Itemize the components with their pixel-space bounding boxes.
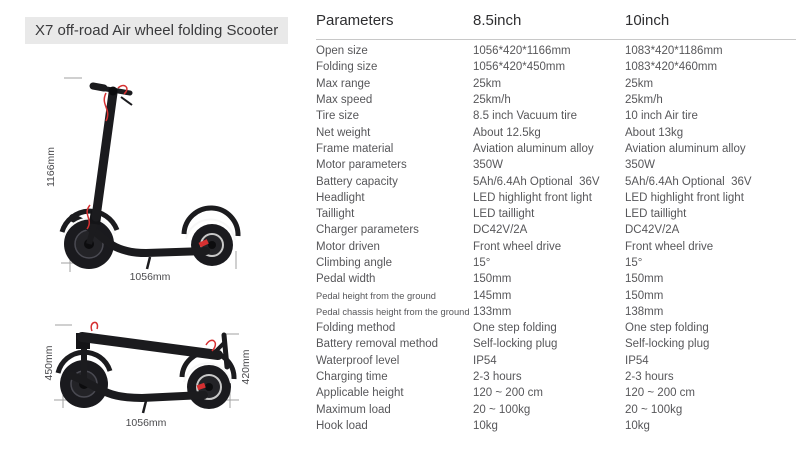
table-row xyxy=(316,287,796,303)
value-cell-10inch: 150mm xyxy=(625,289,664,302)
param-cell: Charging time xyxy=(316,371,388,384)
value-cell-8-5inch: DC42V/2A xyxy=(473,224,528,237)
table-row xyxy=(316,124,796,140)
value-cell-8-5inch: 20 ~ 100kg xyxy=(473,403,531,416)
value-cell-8-5inch: 25km/h xyxy=(473,94,511,107)
table-row xyxy=(316,385,796,401)
column-header-parameters: Parameters xyxy=(316,12,394,29)
param-cell: Open size xyxy=(316,45,368,58)
brake-lever xyxy=(121,97,132,105)
value-cell-10inch: 120 ~ 200 cm xyxy=(625,387,696,400)
value-cell-10inch: 1083*420*460mm xyxy=(625,61,718,74)
param-cell: Motor parameters xyxy=(316,159,407,172)
display xyxy=(109,87,118,96)
table-row xyxy=(316,336,796,352)
param-cell: Pedal width xyxy=(316,273,376,286)
table-row xyxy=(316,76,796,92)
table-row xyxy=(316,369,796,385)
table-row xyxy=(316,320,796,336)
scooter-folded-figure xyxy=(0,285,300,450)
kickstand xyxy=(143,401,146,413)
value-cell-8-5inch: Self-locking plug xyxy=(473,338,558,351)
value-cell-8-5inch: 350W xyxy=(473,159,504,172)
table-row xyxy=(316,141,796,157)
value-cell-10inch: LED highlight front light xyxy=(625,191,744,204)
table-row xyxy=(316,402,796,418)
table-row xyxy=(316,43,796,59)
param-cell: Charger parameters xyxy=(316,224,419,237)
folded-handlebar xyxy=(224,335,227,367)
param-cell: Waterproof level xyxy=(316,354,400,367)
folded-stem xyxy=(82,337,218,355)
stem xyxy=(96,93,113,217)
dimension-label-left-height: 450mm xyxy=(43,345,55,381)
value-cell-8-5inch: 2-3 hours xyxy=(473,371,522,384)
spec-table xyxy=(316,10,796,434)
param-cell: Taillight xyxy=(316,208,355,221)
value-cell-10inch: LED taillight xyxy=(625,208,687,221)
table-row xyxy=(316,418,796,434)
scooter-unfolded-image xyxy=(0,55,300,285)
product-title: X7 off-road Air wheel folding Scooter xyxy=(25,17,288,44)
value-cell-8-5inch: One step folding xyxy=(473,322,557,335)
value-cell-10inch: 20 ~ 100kg xyxy=(625,403,683,416)
param-cell: Motor driven xyxy=(316,240,380,253)
table-row xyxy=(316,271,796,287)
value-cell-8-5inch: 10kg xyxy=(473,419,498,432)
value-cell-10inch: Aviation aluminum alloy xyxy=(625,142,746,155)
spec-rows xyxy=(316,43,796,434)
table-row xyxy=(316,173,796,189)
value-cell-10inch: 25km/h xyxy=(625,94,663,107)
table-row xyxy=(316,239,796,255)
value-cell-10inch: Front wheel drive xyxy=(625,240,714,253)
value-cell-10inch: 2-3 hours xyxy=(625,371,674,384)
value-cell-10inch: 150mm xyxy=(625,273,664,286)
value-cell-10inch: 10 inch Air tire xyxy=(625,110,698,123)
table-row xyxy=(316,206,796,222)
value-cell-8-5inch: 120 ~ 200 cm xyxy=(473,387,544,400)
param-cell: Maximum load xyxy=(316,403,391,416)
kickstand xyxy=(147,257,150,269)
param-cell: Pedal chassis height from the ground xyxy=(316,306,470,317)
param-cell: Battery removal method xyxy=(316,338,439,351)
param-cell: Hook load xyxy=(316,419,368,432)
value-cell-10inch: 25km xyxy=(625,77,654,90)
rear-hub xyxy=(205,383,213,391)
table-row xyxy=(316,157,796,173)
table-row xyxy=(316,353,796,369)
value-cell-10inch: 350W xyxy=(625,159,656,172)
value-cell-8-5inch: Front wheel drive xyxy=(473,240,562,253)
column-header-8-5inch: 8.5inch xyxy=(473,12,522,29)
param-cell: Tire size xyxy=(316,110,360,123)
scooter-folded-image xyxy=(0,285,300,450)
rear-hub xyxy=(208,241,216,249)
param-cell: Pedal height from the ground xyxy=(316,290,436,301)
param-cell: Max range xyxy=(316,77,371,90)
value-cell-8-5inch: 25km xyxy=(473,77,502,90)
dimension-label-height: 1166mm xyxy=(45,146,57,188)
table-row xyxy=(316,304,796,320)
table-row xyxy=(316,222,796,238)
dimension-label-length: 1056mm xyxy=(129,271,171,283)
value-cell-8-5inch: LED highlight front light xyxy=(473,191,592,204)
value-cell-10inch: About 13kg xyxy=(625,126,684,139)
handlebar-grip xyxy=(93,86,104,88)
value-cell-10inch: One step folding xyxy=(625,322,709,335)
param-cell: Battery capacity xyxy=(316,175,398,188)
value-cell-8-5inch: 1056*420*1166mm xyxy=(473,45,571,58)
param-cell: Frame material xyxy=(316,142,394,155)
param-cell: Folding method xyxy=(316,322,396,335)
value-cell-8-5inch: 1056*420*450mm xyxy=(473,61,566,74)
value-cell-10inch: 10kg xyxy=(625,419,650,432)
param-cell: Folding size xyxy=(316,61,378,74)
table-row xyxy=(316,59,796,75)
dimension-label-right-height: 420mm xyxy=(240,349,252,385)
value-cell-8-5inch: 15° xyxy=(473,257,491,269)
value-cell-8-5inch: IP54 xyxy=(473,354,497,367)
value-cell-8-5inch: 150mm xyxy=(473,273,512,286)
value-cell-10inch: DC42V/2A xyxy=(625,224,680,237)
param-cell: Climbing angle xyxy=(316,257,393,269)
param-cell: Headlight xyxy=(316,191,365,204)
value-cell-10inch: 138mm xyxy=(625,305,664,318)
table-row xyxy=(316,108,796,124)
value-cell-8-5inch: About 12.5kg xyxy=(473,126,541,139)
cable-loop-front xyxy=(91,322,97,331)
spec-table-header xyxy=(316,10,796,40)
value-cell-8-5inch: 133mm xyxy=(473,305,512,318)
value-cell-8-5inch: 145mm xyxy=(473,289,512,302)
param-cell: Applicable height xyxy=(316,387,404,400)
value-cell-8-5inch: LED taillight xyxy=(473,208,535,221)
table-row xyxy=(316,255,796,271)
value-cell-8-5inch: 8.5 inch Vacuum tire xyxy=(473,110,577,123)
table-row xyxy=(316,190,796,206)
dimension-label-length: 1056mm xyxy=(125,417,167,429)
value-cell-10inch: IP54 xyxy=(625,354,649,367)
value-cell-8-5inch: Aviation aluminum alloy xyxy=(473,142,594,155)
scooter-unfolded-figure xyxy=(0,55,300,285)
param-cell: Max speed xyxy=(316,94,373,107)
param-cell: Net weight xyxy=(316,126,371,139)
value-cell-8-5inch: 5Ah/6.4Ah Optional 36V xyxy=(473,175,600,188)
value-cell-10inch: Self-locking plug xyxy=(625,338,710,351)
column-header-10inch: 10inch xyxy=(625,12,670,29)
table-row xyxy=(316,92,796,108)
value-cell-10inch: 15° xyxy=(625,257,643,269)
value-cell-10inch: 1083*420*1186mm xyxy=(625,45,723,58)
value-cell-10inch: 5Ah/6.4Ah Optional 36V xyxy=(625,175,752,188)
